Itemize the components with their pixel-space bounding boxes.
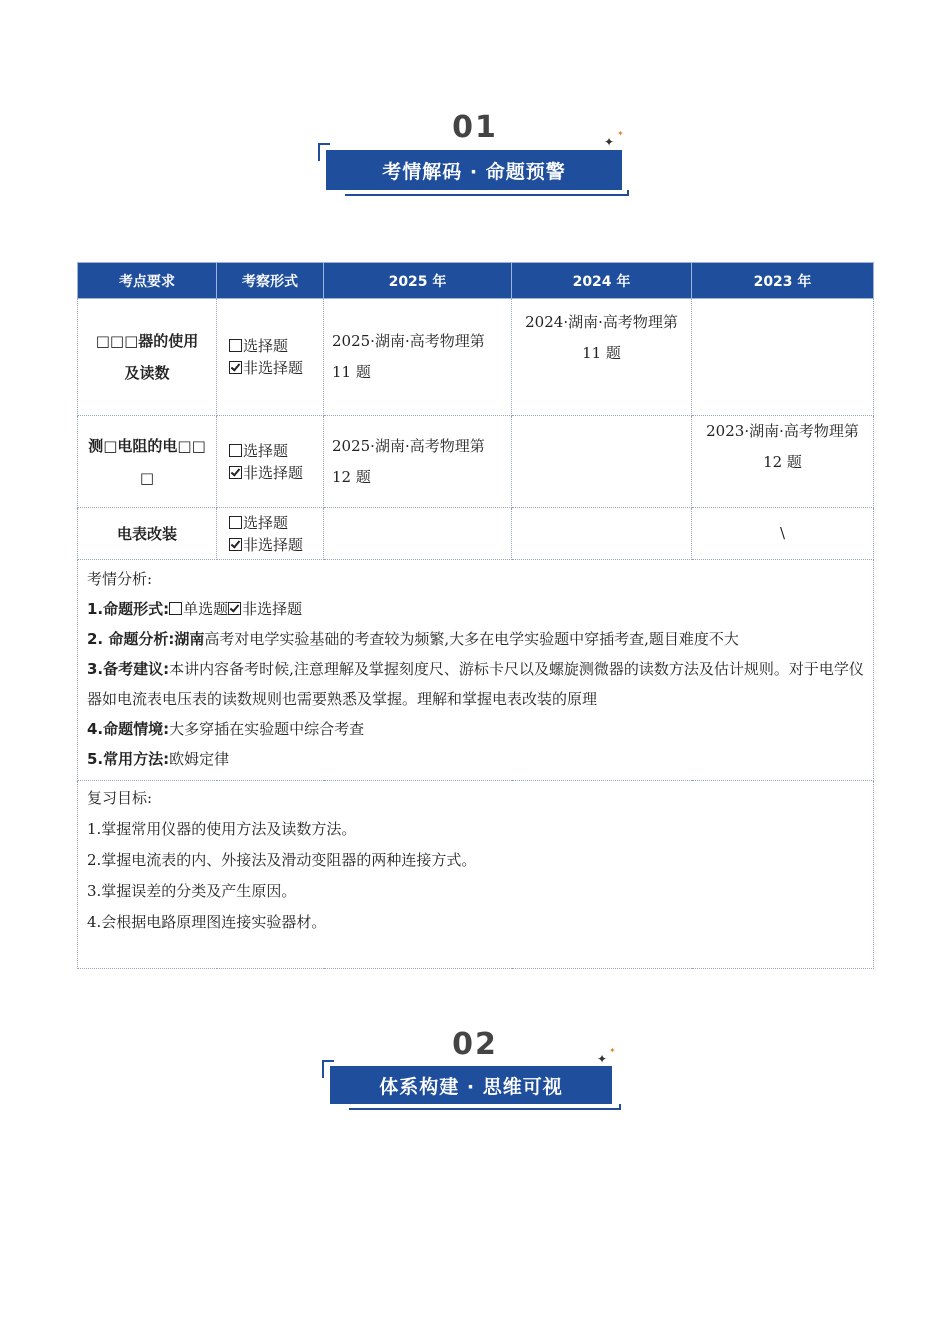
option-label: 选择题 xyxy=(243,441,289,460)
checkbox-checked-icon xyxy=(229,466,242,479)
table-row xyxy=(78,299,874,416)
section-banner-02 xyxy=(0,1025,950,1145)
topic-cell xyxy=(78,508,217,560)
section-number: 01 xyxy=(452,110,498,145)
topic-text: □ xyxy=(139,468,155,487)
year-2025-cell: 2025·湖南·高考物理第 11 题 xyxy=(324,299,512,416)
topic-text: 电表改装 xyxy=(116,524,177,543)
option-label: 选择题 xyxy=(243,513,289,532)
banner-underline xyxy=(349,1104,621,1110)
section-title: 考情解码 · 命题预警 xyxy=(326,150,622,190)
topic-cell xyxy=(78,299,217,416)
option-label: 非选择题 xyxy=(243,535,304,554)
item-label: 4.命题情境: xyxy=(87,720,170,738)
goal-item: 3.掌握误差的分类及产生原因。 xyxy=(87,882,297,900)
analysis-item xyxy=(87,624,864,654)
topic-text: 及读数 xyxy=(124,364,170,382)
header-cell: 2024 年 xyxy=(512,263,692,299)
header-cell: 2025 年 xyxy=(324,263,512,299)
exam-analysis-table xyxy=(77,262,874,969)
checkbox-checked-icon xyxy=(229,361,242,374)
year-2023-cell: 2023·湖南·高考物理第 12 题 xyxy=(692,416,874,508)
option-label: 单选题 xyxy=(183,600,229,618)
goals-heading: 复习目标: xyxy=(87,789,153,807)
table-row xyxy=(78,416,874,508)
item-text: 大多穿插在实验题中综合考查 xyxy=(169,720,365,738)
topic-cell xyxy=(78,416,217,508)
topic-text: □□□器的使用 xyxy=(95,332,199,350)
banner-underline xyxy=(345,190,629,196)
goals-cell xyxy=(78,781,874,969)
header-cell: 考点要求 xyxy=(78,263,217,299)
year-2024-cell xyxy=(512,416,692,508)
header-cell: 2023 年 xyxy=(692,263,874,299)
analysis-cell xyxy=(78,560,874,781)
item-bold-text: 湖南 xyxy=(174,630,205,648)
option-label: 非选择题 xyxy=(243,359,304,377)
item-label: 1.命题形式: xyxy=(87,600,170,618)
topic-text: 测□电阻的电□□ xyxy=(88,436,206,455)
sparkle-icon: ✦ xyxy=(597,1052,608,1066)
table-header-row xyxy=(78,263,874,299)
year-2025-cell: 2025·湖南·高考物理第 12 题 xyxy=(324,416,512,508)
year-2023-cell xyxy=(692,299,874,416)
section-banner-01 xyxy=(0,108,950,228)
goal-item: 1.掌握常用仪器的使用方法及读数方法。 xyxy=(87,820,357,838)
item-text: 高考对电学实验基础的考查较为频繁,大多在电学实验题中穿插考查,题目难度不大 xyxy=(204,630,739,648)
analysis-item xyxy=(87,654,864,714)
item-text: 欧姆定律 xyxy=(169,750,230,768)
checkbox-unchecked-icon xyxy=(229,444,242,457)
year-2024-cell: 2024·湖南·高考物理第 11 题 xyxy=(512,299,692,416)
item-label: 3.备考建议: xyxy=(87,660,170,678)
checkbox-checked-icon xyxy=(228,602,241,615)
analysis-item xyxy=(87,594,864,624)
goals-row xyxy=(78,781,874,969)
year-2025-cell xyxy=(324,508,512,560)
option-label: 选择题 xyxy=(243,337,289,355)
goal-item: 4.会根据电路原理图连接实验器材。 xyxy=(87,913,327,931)
analysis-heading: 考情分析: xyxy=(87,570,153,588)
sparkle-small-icon: ✦ xyxy=(609,1046,616,1055)
header-cell: 考察形式 xyxy=(217,263,324,299)
checkbox-unchecked-icon xyxy=(169,602,182,615)
option-label: 非选择题 xyxy=(242,600,303,618)
form-cell xyxy=(217,508,324,560)
section-number: 02 xyxy=(452,1027,498,1062)
analysis-item xyxy=(87,744,864,774)
goal-item: 2.掌握电流表的内、外接法及滑动变阻器的两种连接方式。 xyxy=(87,851,477,869)
form-cell xyxy=(217,416,324,508)
year-2024-cell xyxy=(512,508,692,560)
year-2023-cell: \ xyxy=(692,508,874,560)
analysis-item xyxy=(87,714,864,744)
section-title: 体系构建 · 思维可视 xyxy=(330,1066,612,1104)
checkbox-unchecked-icon xyxy=(229,516,242,529)
option-label: 非选择题 xyxy=(243,463,304,482)
item-text: 本讲内容备考时候,注意理解及掌握刻度尺、游标卡尺以及螺旋测微器的读数方法及估计规则。对于电学仪器如电流表电压表的读数规则也需要熟悉及掌握。理解和掌握电表改装的原理 xyxy=(87,660,864,708)
item-label: 5.常用方法: xyxy=(87,750,170,768)
sparkle-small-icon: ✦ xyxy=(617,129,624,138)
item-label: 2. 命题分析: xyxy=(87,630,175,648)
form-cell xyxy=(217,299,324,416)
checkbox-unchecked-icon xyxy=(229,339,242,352)
sparkle-icon: ✦ xyxy=(604,135,615,149)
analysis-row xyxy=(78,560,874,781)
table-row xyxy=(78,508,874,560)
checkbox-checked-icon xyxy=(229,538,242,551)
